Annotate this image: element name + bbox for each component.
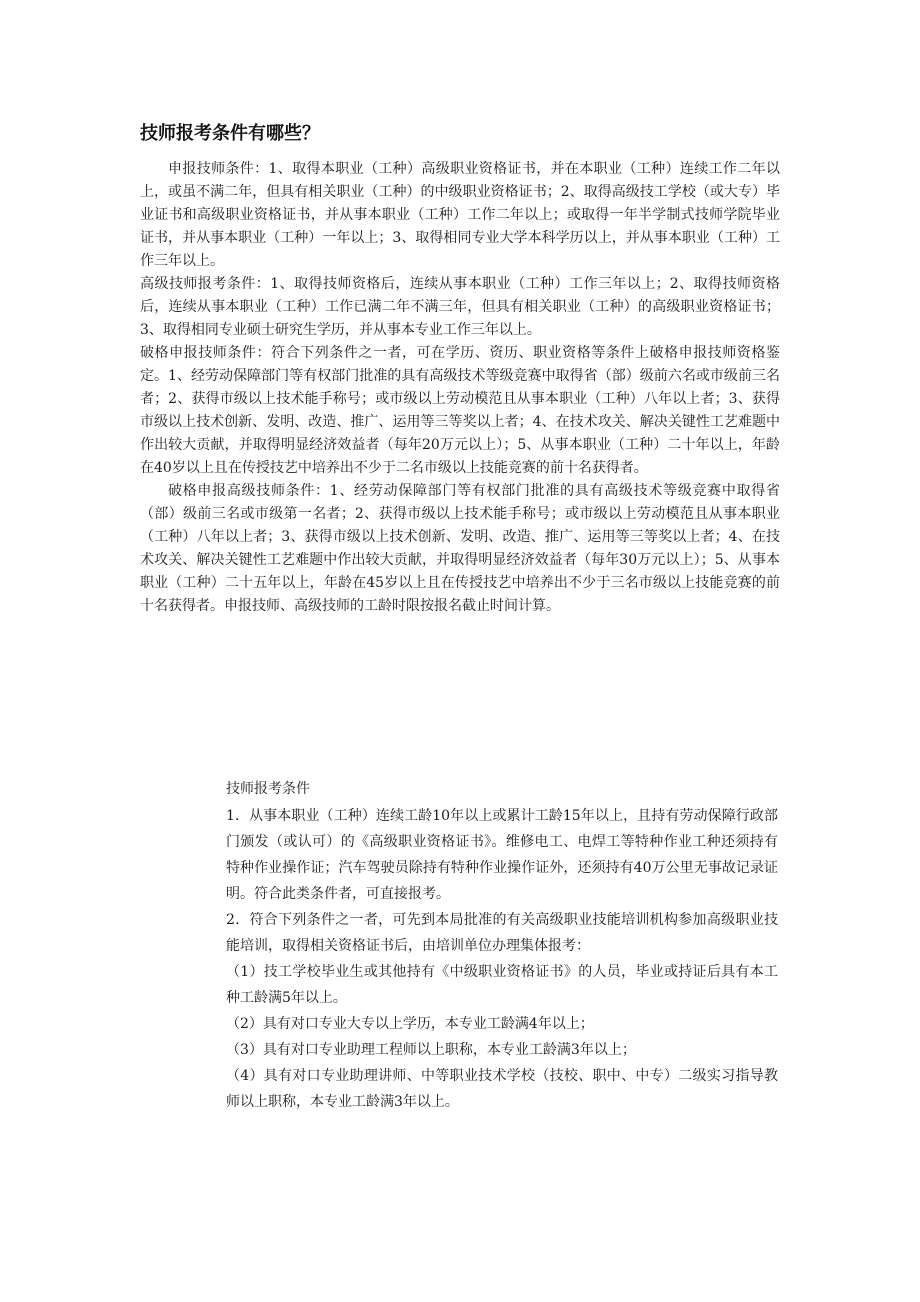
list-item: （1）技工学校毕业生或其他持有《中级职业资格证书》的人员，毕业或持证后具有本工种工龄满5年以上。 <box>226 964 778 1006</box>
paragraph-technician-conditions: 申报技师条件：1、取得本职业（工种）高级职业资格证书，并在本职业（工种）连续工作二年以上，或虽不满二年，但具有相关职业（工种）的中级职业资格证书；2、取得高级技工学校（或大专）毕业证书和高级职业资格证书，并从事本职业（工种）工作二年以上；或取得一年半学制式技师学院毕业证书，并从事本职业（工种）一年以上；3、取得相同专业大学本科学历以上，并从事本职业（工种）工作三年以上。 <box>140 161 780 269</box>
list-item: 2．符合下列条件之一者，可先到本局批准的有关高级职业技能培训机构参加高级职业技能培训，取得相关资格证书后，由培训单位办理集体报考： <box>226 912 778 954</box>
page-title: 技师报考条件有哪些？ <box>140 123 320 144</box>
section-heading: 技师报考条件 <box>226 781 310 797</box>
list-item: （3）具有对口专业助理工程师以上职称，本专业工龄满3年以上； <box>226 1042 636 1058</box>
article-body <box>140 158 780 618</box>
paragraph-exceptional-technician-conditions: 破格申报技师条件：符合下列条件之一者，可在学历、资历、职业资格等条件上破格申报技师资格鉴定。1、经劳动保障部门等有权部门批准的具有高级技术等级竞赛中取得省（部）级前六名或市级前三名者；2、获得市级以上技术能手称号；或市级以上劳动模范且从事本职业（工种）八年以上者；3、获得市级以上技术创新、发明、改造、推广、运用等三等奖以上者；4、在技术攻关、解决关键性工艺难题中作出较大贡献，并取得明显经济效益者（每年20万元以上）；5、从事本职业（工种）二十年以上，年龄在40岁以上且在传授技艺中培养出不少于二名市级以上技能竞赛的前十名获得者。 <box>140 345 780 476</box>
list-item: 1．从事本职业（工种）连续工龄10年以上或累计工龄15年以上，且持有劳动保障行政部门颁发（或认可）的《高级职业资格证书》。维修电工、电焊工等特种作业工种还须持有特种作业操作证；汽车驾驶员除持有特种作业操作证外，还须持有40万公里无事故记录证明。符合此类条件者，可直接报考。 <box>226 808 778 902</box>
paragraph-exceptional-senior-technician-conditions: 破格申报高级技师条件：1、经劳动保障部门等有权部门批准的具有高级技术等级竞赛中取得省（部）级前三名或市级第一名者；2、获得市级以上技术能手称号；或市级以上劳动模范且从事本职业（工种）八年以上者；3、获得市级以上技术创新、发明、改造、推广、运用等三等奖以上者；4、在技术攻关、解决关键性工艺难题中作出较大贡献，并取得明显经济效益者（每年30万元以上）；5、从事本职业（工种）二十五年以上，年龄在45岁以上且在传授技艺中培养出不少于三名市级以上技能竞赛的前十名获得者。申报技师、高级技师的工龄时限按报名截止时间计算。 <box>140 483 780 614</box>
list-item: （2）具有对口专业大专以上学历，本专业工龄满4年以上； <box>226 1016 594 1032</box>
list-item: （4）具有对口专业助理讲师、中等职业技术学校（技校、职中、中专）二级实习指导教师以上职称，本专业工龄满3年以上。 <box>226 1068 778 1110</box>
technician-application-section <box>226 776 778 1115</box>
paragraph-senior-technician-conditions: 高级技师报考条件：1、取得技师资格后，连续从事本职业（工种）工作三年以上；2、取得技师资格后，连续从事本职业（工种）工作已满二年不满三年，但具有相关职业（工种）的高级职业资格证书；3、取得相同专业硕士研究生学历，并从事本专业工作三年以上。 <box>140 276 780 338</box>
